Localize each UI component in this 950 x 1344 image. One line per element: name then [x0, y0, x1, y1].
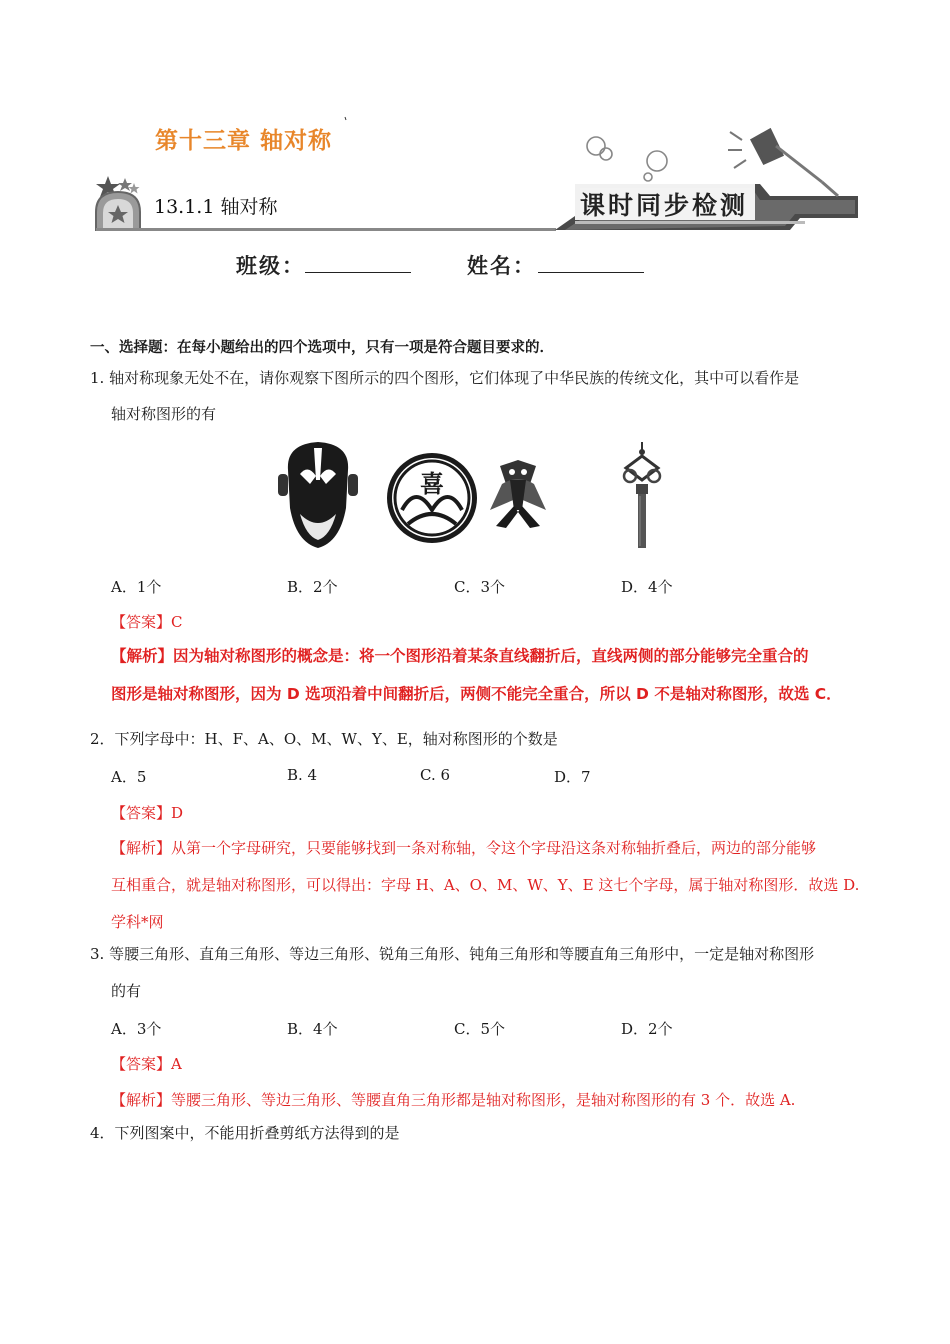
- q2-analysis-line1: 【解析】从第一个字母研究，只要能够找到一条对称轴，令这个字母沿这条对称轴折叠后，两边的部分能够: [111, 839, 817, 857]
- q3-text-line2: 的有: [111, 982, 142, 1000]
- q2-text-line1: 2．下列字母中：H、F、A、O、M、W、Y、E，轴对称图形的个数是: [90, 730, 558, 748]
- q3-text-line1: 3. 等腰三角形、直角三角形、等边三角形、锐角三角形、钝角三角形和等腰直角三角形中，一定是轴对称图形: [90, 945, 815, 963]
- q4-text-line1: 4．下列图案中，不能用折叠剪纸方法得到的是: [90, 1124, 400, 1142]
- banner-text: 课时同步检测: [580, 191, 749, 220]
- q3-analysis-line1: 【解析】等腰三角形、等边三角形、等腰直角三角形都是轴对称图形，是轴对称图形的有 3 个．故选 A.: [111, 1091, 796, 1109]
- bubbles-icon: [587, 137, 667, 181]
- header-decoration: [0, 0, 950, 240]
- q1-answer: 【答案】C: [111, 613, 183, 631]
- chapter-title: 第十三章 轴对称: [155, 128, 333, 154]
- q2-option-a: A．5: [111, 768, 147, 786]
- name-label: 姓名：: [467, 253, 536, 278]
- q1-text-line2: 轴对称图形的有: [111, 405, 217, 423]
- kite-icon: [490, 460, 546, 528]
- q2-analysis-line3: 学科*网: [111, 913, 164, 931]
- q1-analysis-line2: 图形是轴对称图形，因为 D 选项沿着中间翻折后，两侧不能完全重合，所以 D 不是轴对称图形，故选 C．: [111, 685, 842, 703]
- q1-figures: [270, 440, 670, 555]
- q3-option-b: B．4个: [287, 1020, 338, 1038]
- star-badge-icon: [96, 176, 140, 230]
- q1-text-line1: 1. 轴对称现象无处不在，请你观察下图所示的四个图形，它们体现了中华民族的传统文化，其中可以看作是: [90, 369, 800, 387]
- paper-cut-character: 喜: [420, 470, 444, 498]
- class-label: 班级：: [236, 253, 305, 278]
- section-heading: 一、选择题：在每小题给出的四个选项中，只有一项是符合题目要求的．: [90, 340, 554, 356]
- q1-option-b: B．2个: [287, 578, 338, 596]
- q2-answer: 【答案】D: [111, 804, 184, 822]
- q3-option-d: D．2个: [621, 1020, 673, 1038]
- chinese-knot-icon: [624, 442, 660, 548]
- q3-option-a: A．3个: [111, 1020, 162, 1038]
- paper-cut-icon: [387, 453, 477, 543]
- q1-analysis-line1: 【解析】因为轴对称图形的概念是：将一个图形沿着某条直线翻折后，直线两侧的部分能够完全重合的: [111, 647, 809, 665]
- q1-option-a: A．1个: [111, 578, 162, 596]
- q2-option-c: C. 6: [420, 766, 451, 784]
- q3-answer: 【答案】A: [111, 1055, 182, 1073]
- q1-option-c: C．3个: [454, 578, 506, 596]
- name-field[interactable]: [538, 248, 644, 273]
- q2-analysis-line2: 互相重合，就是轴对称图形，可以得出：字母 H、A、O、M、W、Y、E 这七个字母，属于轴对称图形．故选 D.: [111, 876, 860, 894]
- class-field[interactable]: [305, 248, 411, 273]
- q2-option-d: D．7: [554, 768, 591, 786]
- section-title: 13.1.1 轴对称: [154, 196, 278, 218]
- q3-option-c: C．5个: [454, 1020, 506, 1038]
- q2-option-b: B. 4: [287, 766, 318, 784]
- opera-mask-icon: [278, 442, 358, 548]
- q1-option-d: D．4个: [621, 578, 673, 596]
